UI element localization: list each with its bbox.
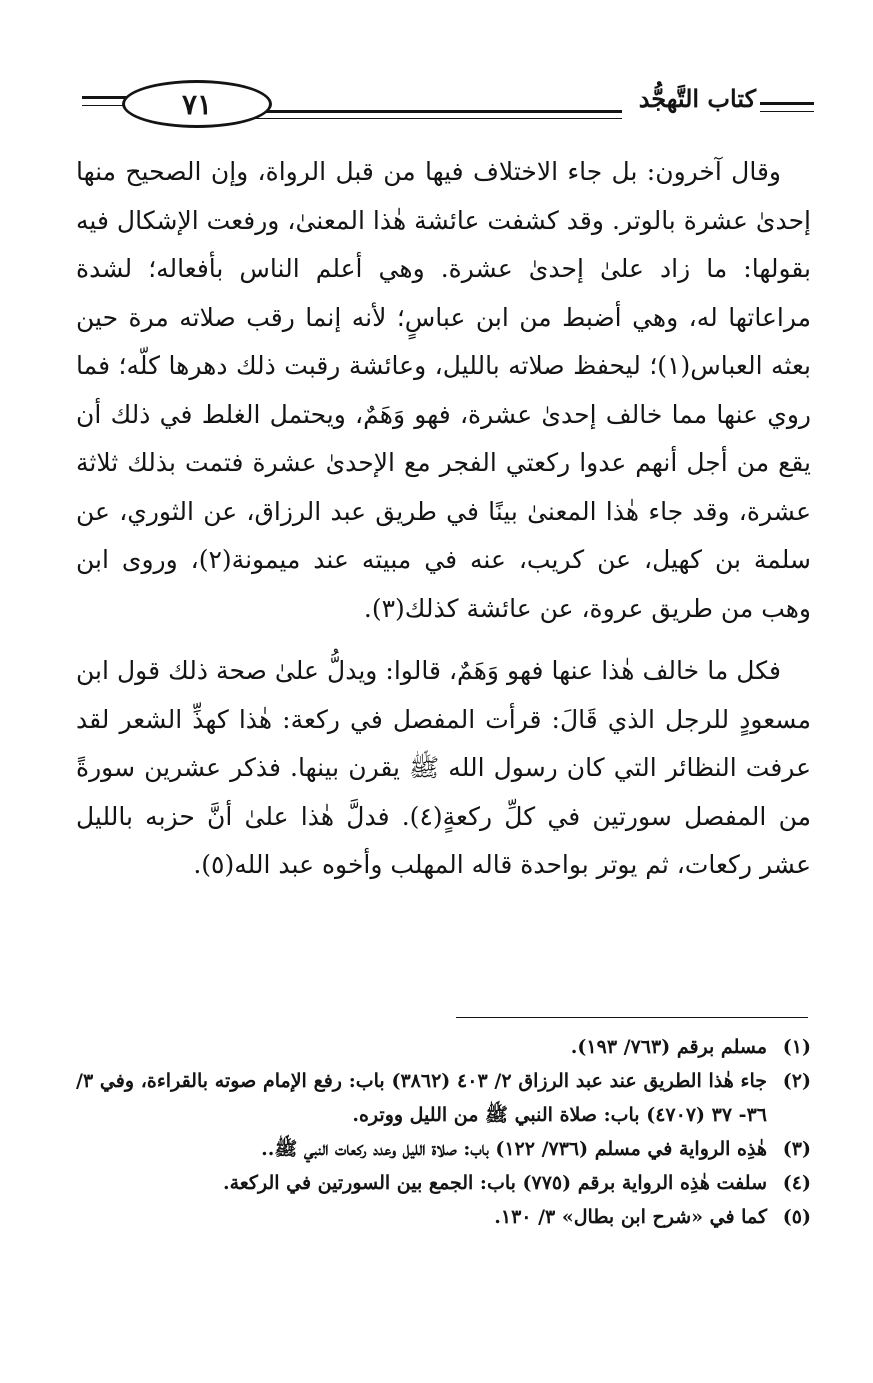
footnotes	[76, 1030, 811, 1234]
paragraph-2: فكل ما خالف هٰذا عنها فهو وَهَمٌ، قالوا: ويدلُّ علىٰ صحة ذلك قول ابن مسعودٍ للرجل الذي قَالَ: قرأت المفصل في ركعة: هٰذا كهذِّ الشعر لقد عرفت النظائر التي كان رسول الله ﷺ يقرن بينها. فذكر عشرين سورةً من المفصل سورتين في كلِّ ركعةٍ(٤). فدلَّ هٰذا علىٰ أنَّ حزبه بالليل عشر ركعات، ثم يوتر بواحدة قاله المهلب وأخوه عبد الله(٥).	[76, 656, 812, 879]
footnote-4	[76, 1166, 811, 1200]
footnote-number: (١)	[782, 1036, 811, 1058]
footnote-text: جاء هٰذا الطريق عند عبد الرزاق ٢/ ٤٠٣ (٣٨٦٢) باب: رفع الإمام صوته بالقراءة، وفي ٣/ ٣٦- ٣٧ (٤٧٠٧) باب: صلاة النبي ﷺ من الليل ووتره.	[76, 1070, 767, 1126]
footnote-5	[76, 1200, 811, 1234]
footnote-3	[76, 1132, 811, 1166]
header-rule-middle-top	[252, 110, 622, 113]
footnote-divider	[456, 1017, 808, 1018]
footnote-number: (٥)	[782, 1206, 811, 1228]
book-title: كتاب التَّهجُّد	[638, 84, 756, 113]
paragraph-1: وقال آخرون: بل جاء الاختلاف فيها من قبل الرواة، وإن الصحيح منها إحدىٰ عشرة بالوتر. وقد كشفت عائشة هٰذا المعنىٰ، ورفعت الإشكال فيه بقولها: ما زاد علىٰ إحدىٰ عشرة. وهي أعلم الناس بأفعاله؛ لشدة مراعاتها له، وهي أضبط من ابن عباسٍ؛ لأنه إنما رقب صلاته مرة حين بعثه العباس(١)؛ ليحفظ صلاته بالليل، وعائشة رقبت ذلك دهرها كلّه؛ فما روي عنها مما خالف إحدىٰ عشرة، فهو وَهَمٌ، ويحتمل الغلط في ذلك أن يقع من أجل أنهم عدوا ركعتي الفجر مع الإحدىٰ عشرة فتمت بذلك ثلاثة عشرة، وقد جاء هٰذا المعنىٰ بينًا في طريق عبد الرزاق، عن الثوري، عن سلمة بن كهيل، عن كريب، عنه في مبيته عند ميمونة(٢)، وروى ابن وهب من طريق عروة، عن عائشة كذلك(٣).	[76, 157, 812, 623]
page-number-badge	[122, 80, 272, 128]
footnote-number: (٣)	[782, 1138, 811, 1160]
footnote-text: مسلم برقم (٧٦٣/ ١٩٣).	[570, 1036, 767, 1058]
main-text	[76, 148, 811, 890]
header-rule-right-bottom	[760, 111, 814, 112]
footnote-number: (٤)	[782, 1172, 811, 1194]
footnote-text: هٰذِه الرواية في مسلم (٧٣٦/ ١٢٢) باب: صلاة الليل وعدد ركعات النبي ﷺ..	[261, 1138, 767, 1160]
header-rule-right-top	[760, 102, 814, 105]
footnote-number: (٢)	[782, 1070, 811, 1092]
page-header	[82, 76, 814, 132]
footnote-2	[76, 1064, 811, 1132]
footnote-text: كما في «شرح ابن بطال» ٣/ ١٣٠.	[494, 1206, 767, 1228]
footnote-1	[76, 1030, 811, 1064]
header-rule-middle-bottom	[252, 118, 622, 119]
page-number: ٧١	[181, 87, 213, 121]
footnote-text: سلفت هٰذِه الرواية برقم (٧٧٥) باب: الجمع بين السورتين في الركعة.	[222, 1172, 767, 1194]
